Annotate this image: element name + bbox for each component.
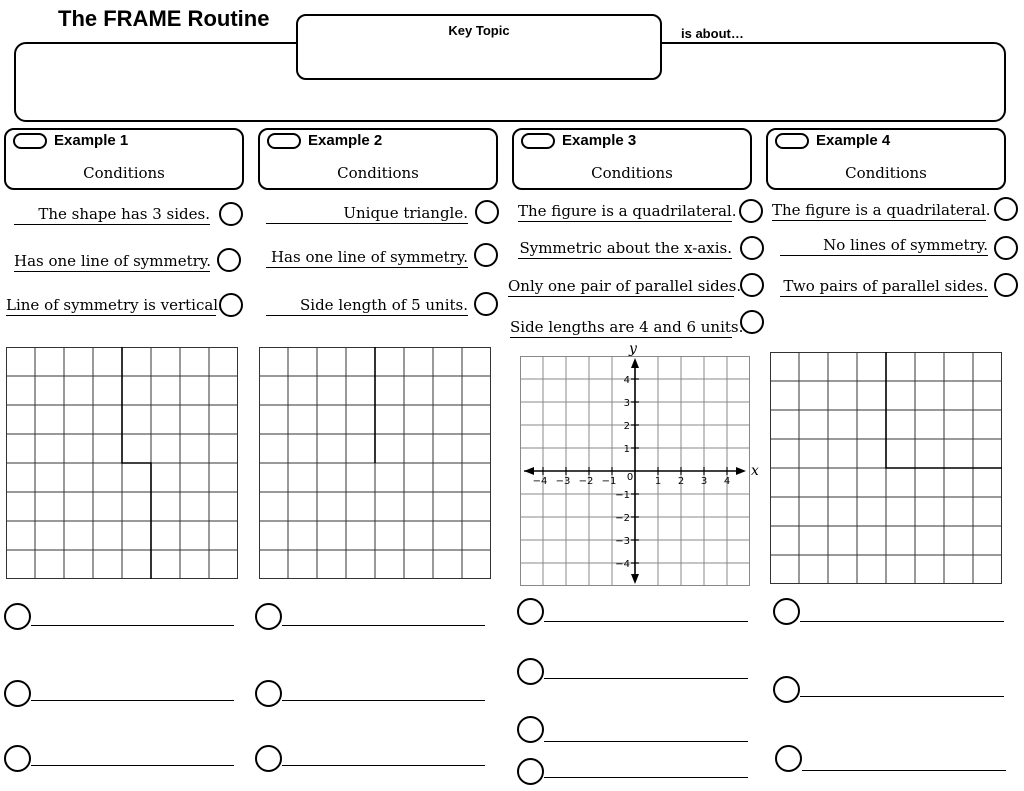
x-tick-label: −2 [578,476,594,487]
example-3-oval[interactable] [521,133,555,149]
example-2-header [258,128,498,190]
y-tick-label: −2 [615,513,630,524]
example-4-header [766,128,1006,190]
answer-circle[interactable] [773,598,800,625]
condition-check-circle[interactable] [219,202,243,226]
condition-check-circle[interactable] [740,310,764,334]
x-tick-label: 1 [654,476,662,487]
example-4-oval[interactable] [775,133,809,149]
condition-text: The shape has 3 sides. [14,205,210,225]
example-4-conditions-label: Conditions [845,164,927,182]
answer-line[interactable] [544,777,748,778]
origin-label: 0 [626,472,634,483]
answer-line[interactable] [31,625,234,626]
answer-circle[interactable] [517,716,544,743]
condition-text: The figure is a quadrilateral. [772,201,991,219]
answer-line[interactable] [282,700,485,701]
x-tick-label: 2 [677,476,685,487]
y-axis-label: y [629,341,637,357]
example-1-header [4,128,244,190]
example-3-conditions-label: Conditions [591,164,673,182]
condition-check-circle[interactable] [474,292,498,316]
answer-circle[interactable] [517,658,544,685]
condition-check-circle[interactable] [994,236,1018,260]
answer-line[interactable] [800,621,1004,622]
condition-text: Symmetric about the x-axis. [519,239,732,257]
coordinate-plane[interactable] [520,341,759,586]
x-tick-label: 3 [700,476,708,487]
answer-circle[interactable] [517,758,544,785]
example-2-grid[interactable] [259,347,491,579]
answer-line[interactable] [544,621,748,622]
example-1-oval[interactable] [13,133,47,149]
condition-check-circle[interactable] [994,273,1018,297]
condition-check-circle[interactable] [474,243,498,267]
condition-check-circle[interactable] [740,273,764,297]
y-tick-label: −4 [615,559,630,570]
condition-check-circle[interactable] [475,200,499,224]
answer-line[interactable] [544,678,748,679]
condition-text: Has one line of symmetry. [266,248,468,268]
condition-text: Unique triangle. [266,204,468,224]
answer-line[interactable] [31,765,234,766]
x-tick-label: 4 [723,476,731,487]
example-2-title: Example 2 [308,132,383,149]
y-tick-label: −3 [615,536,630,547]
answer-circle[interactable] [255,680,282,707]
grid-shape-outline [122,347,151,579]
answer-circle[interactable] [255,603,282,630]
condition-text: Line of symmetry is vertical. [6,296,223,314]
condition-check-circle[interactable] [740,236,764,260]
example-4-title: Example 4 [816,132,891,149]
condition-text: Side length of 5 units. [266,296,468,316]
page-title: The FRAME Routine [58,6,270,31]
example-4-grid[interactable] [770,352,1002,584]
answer-circle[interactable] [775,745,802,772]
key-topic-box[interactable] [296,14,662,80]
condition-text: Only one pair of parallel sides. [508,277,742,295]
answer-line[interactable] [802,770,1006,771]
condition-text: Two pairs of parallel sides. [780,277,988,297]
example-2-conditions-label: Conditions [337,164,419,182]
y-tick-label: −1 [615,490,630,501]
condition-text: No lines of symmetry. [780,236,988,256]
y-tick-label: 3 [623,398,630,409]
example-1-conditions-label: Conditions [83,164,165,182]
x-axis-label: x [751,463,759,479]
y-tick-label: 2 [623,421,630,432]
is-about-label: is about… [681,26,744,41]
answer-circle[interactable] [4,603,31,630]
answer-circle[interactable] [4,745,31,772]
answer-line[interactable] [31,700,234,701]
x-tick-label: −1 [601,476,617,487]
x-tick-label: −3 [555,476,571,487]
example-3-title: Example 3 [562,132,637,149]
example-1-grid[interactable] [6,347,238,579]
condition-check-circle[interactable] [217,248,241,272]
condition-text: Side lengths are 4 and 6 units. [510,318,744,336]
example-1-title: Example 1 [54,132,129,149]
answer-line[interactable] [544,741,748,742]
answer-line[interactable] [282,765,485,766]
example-3-header [512,128,752,190]
y-tick-label: 4 [623,375,630,386]
answer-line[interactable] [282,625,485,626]
answer-circle[interactable] [773,676,800,703]
example-2-oval[interactable] [267,133,301,149]
condition-text: The figure is a quadrilateral. [518,202,737,220]
answer-circle[interactable] [255,745,282,772]
x-tick-label: −4 [532,476,548,487]
condition-text: Has one line of symmetry. [14,252,212,270]
key-topic-label: Key Topic [448,23,510,38]
answer-circle[interactable] [517,598,544,625]
condition-check-circle[interactable] [219,293,243,317]
condition-check-circle[interactable] [994,197,1018,221]
answer-circle[interactable] [4,680,31,707]
y-tick-label: 1 [623,444,630,455]
condition-check-circle[interactable] [739,199,763,223]
answer-line[interactable] [800,696,1004,697]
